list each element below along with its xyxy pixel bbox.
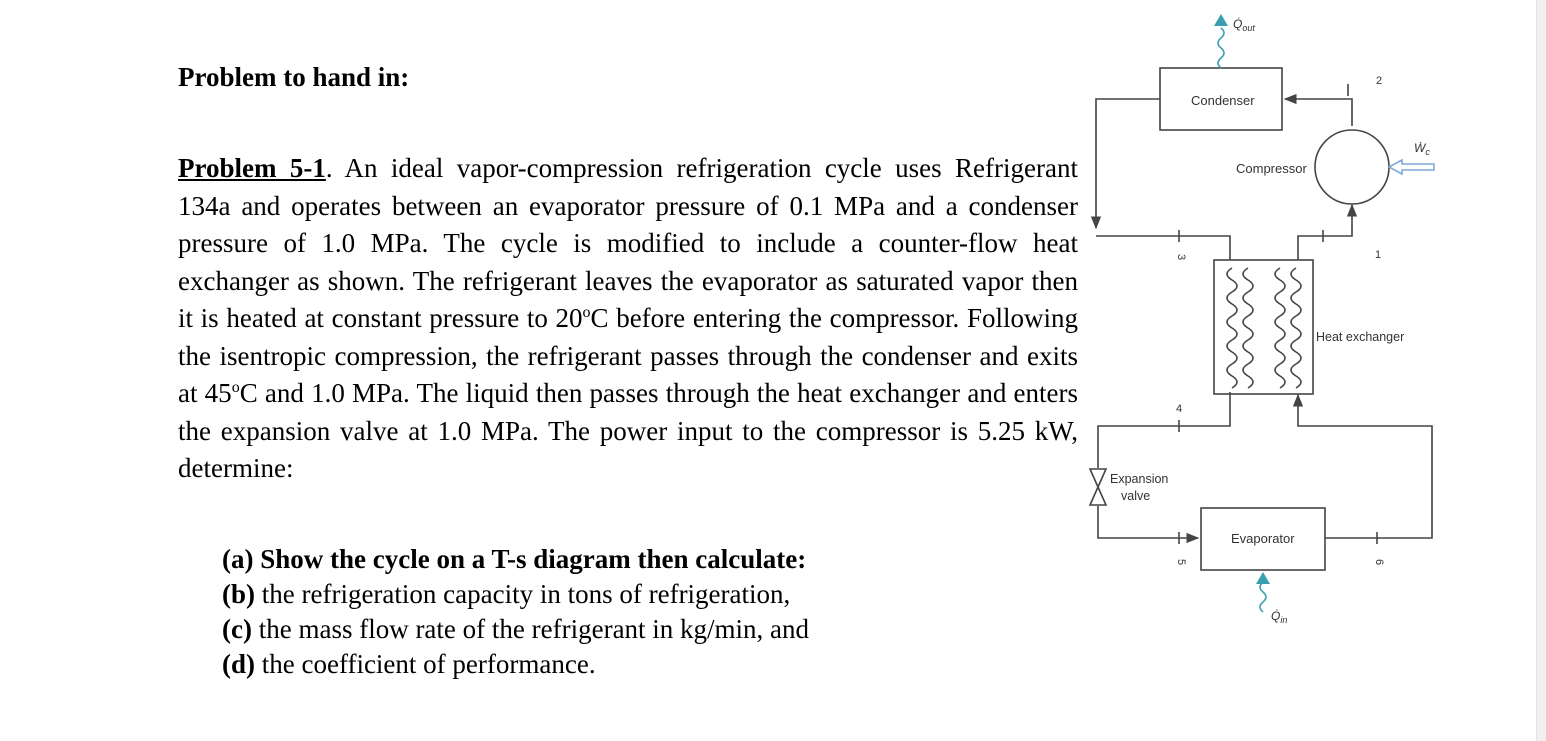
problem-text-2: C before entering the compressor. Following the isentropic compression, the refrigerant passes through the condenser and exits at 45 [178,303,1078,408]
evaporator-label: Evaporator [1231,531,1295,546]
part-a: (a) Show the cycle on a T-s diagram then calculate: [222,544,807,574]
heat-exchanger-label: Heat exchanger [1316,330,1405,344]
hx-coil-left-2 [1243,268,1253,388]
state-3-label: 3 [1175,254,1187,261]
w-c-label: Ẇ$_c$ [1414,141,1430,157]
expansion-valve-label-2: valve [1121,489,1151,503]
degree-symbol-1: o [582,304,591,321]
part-d: (d) the coefficient of performance. [222,649,596,679]
heading: Problem to hand in: [178,62,410,92]
heat-out-arrow [1214,14,1228,68]
expansion-valve-label-1: Expansion [1110,472,1169,486]
state-1-label: 1 [1375,249,1382,261]
state-6-label: 6 [1373,559,1385,566]
pipe-state-6 [1298,395,1432,538]
work-input-arrow [1389,160,1434,174]
state-5-label: 5 [1175,559,1187,566]
pipe-state-4 [1098,392,1230,468]
problem-number: Problem 5-1 [178,153,326,183]
pipe-condenser-to-left [1096,99,1160,228]
pipe-state-5 [1098,506,1198,538]
hx-coil-right-1 [1275,268,1285,388]
state-4-label: 4 [1176,403,1183,415]
state-2-label: 2 [1376,75,1383,87]
heat-in-arrow [1256,572,1270,612]
q-out-label: $Q̇_{out}$ [1233,17,1255,33]
pipe-state-3 [1096,236,1230,260]
pipe-compressor-to-condenser [1285,99,1352,126]
problem-text-1: . An ideal vapor-compression refrigeration cycle uses Refrigerant 134a and operates between an evaporator pressure of 0.1 MPa and a condenser pressure of 1.0 MPa. The cycle is modified to include a counter-flow heat exchanger as shown. The refrigerant leaves the evaporator as saturated vapor then it is heated at constant pressure to 20 [178,153,1078,333]
hx-coil-right-2 [1291,268,1301,388]
problem-text-3: C and 1.0 MPa. The liquid then passes through the heat exchanger and enters the expansion valve at 1.0 MPa. The power input to the compressor is 5.25 kW, determine: [178,378,1078,483]
q-in-label: $Q̇_{in}$ [1271,609,1288,625]
hx-coil-left-1 [1227,268,1237,388]
degree-symbol-2: o [231,379,240,396]
condenser-label: Condenser [1191,93,1255,108]
part-b: (b) the refrigeration capacity in tons of refrigeration, [222,579,791,609]
part-c: (c) the mass flow rate of the refrigerant in kg/min, and [222,614,810,644]
compressor-circle [1315,130,1389,204]
expansion-valve-symbol [1090,469,1106,505]
compressor-label: Compressor [1236,161,1307,176]
pipe-state-1 [1298,205,1352,260]
